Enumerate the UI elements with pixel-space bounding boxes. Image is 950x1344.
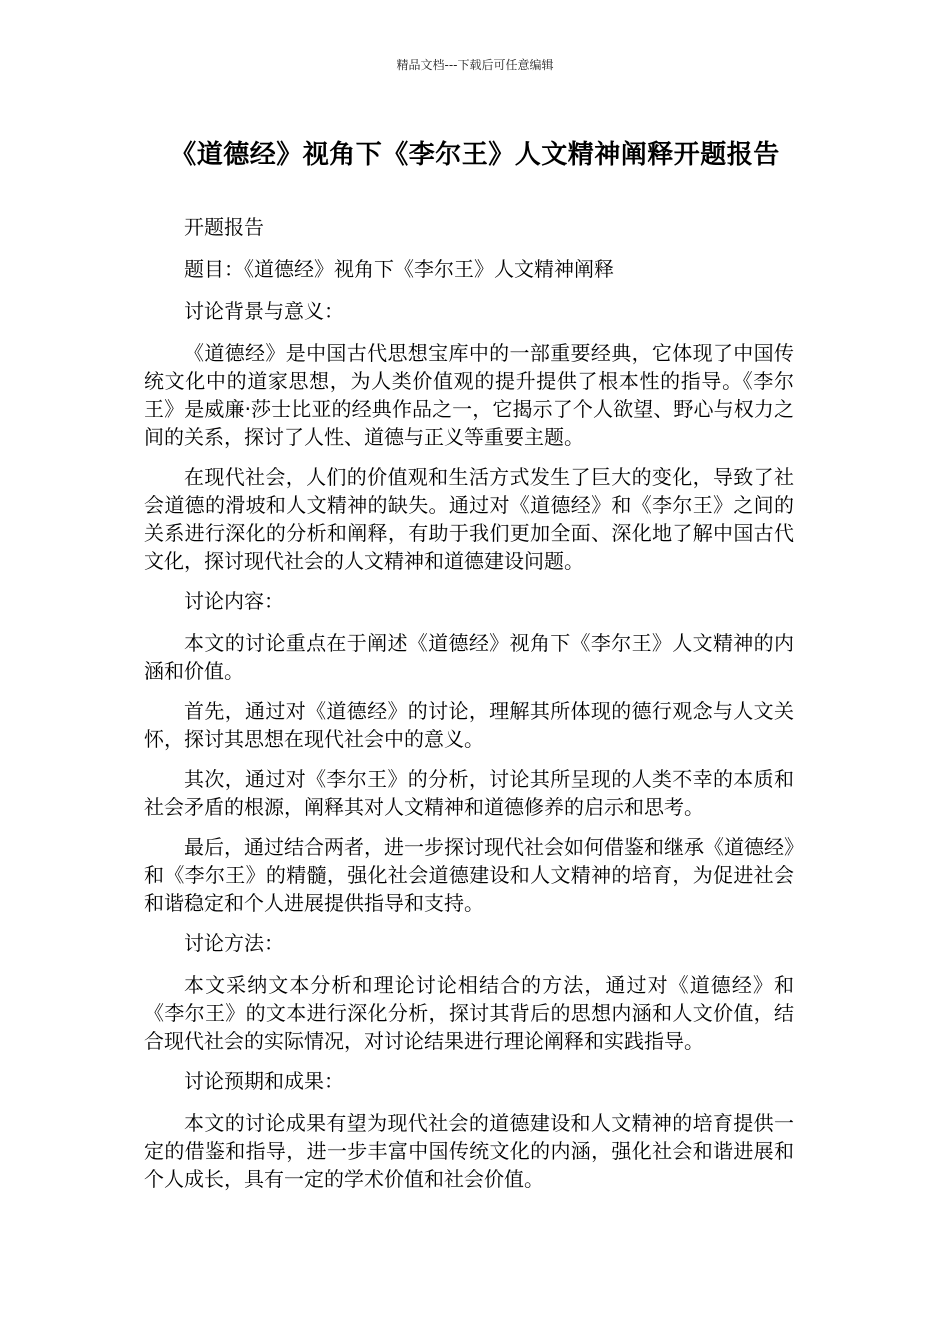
paragraph-background-2: 在现代社会，人们的价值观和生活方式发生了巨大的变化，导致了社会道德的滑坡和人文精神的缺失。通过对《道德经》和《李尔王》之间的关系进行深化的分析和阐释，有助于我们更加全面、深化地了解中国古代文化，探讨现代社会的人文精神和道德建设问题。 [144,465,794,573]
paragraph-content-3: 其次，通过对《李尔王》的分析，讨论其所呈现的人类不幸的本质和社会矛盾的根源，阐释其对人文精神和道德修养的启示和思考。 [144,767,794,819]
section-heading-expectation: 讨论预期和成果： [184,1069,344,1093]
section-heading-background: 讨论背景与意义： [184,299,344,323]
paragraph-content-1: 本文的讨论重点在于阐述《道德经》视角下《李尔王》人文精神的内涵和价值。 [144,631,794,683]
paragraph-report-label: 开题报告 [184,215,264,239]
paragraph-expectation: 本文的讨论成果有望为现代社会的道德建设和人文精神的培育提供一定的借鉴和指导，进一步丰富中国传统文化的内涵，强化社会和谐进展和个人成长，具有一定的学术价值和社会价值。 [144,1111,794,1191]
paragraph-topic: 题目：《道德经》视角下《李尔王》人文精神阐释 [184,257,614,281]
document-title: 《道德经》视角下《李尔王》人文精神阐释开题报告 [170,140,780,170]
header-note: 精品文档---下载后可任意编辑 [396,58,554,72]
section-heading-method: 讨论方法： [184,931,284,955]
document-body [144,213,794,1205]
paragraph-background-1: 《道德经》是中国古代思想宝库中的一部重要经典，它体现了中国传统文化中的道家思想，为人类价值观的提升提供了根本性的指导。《李尔王》是威廉·莎士比亚的经典作品之一，它揭示了个人欲望、野心与权力之间的关系，探讨了人性、道德与正义等重要主题。 [144,341,794,449]
paragraph-content-2: 首先，通过对《道德经》的讨论，理解其所体现的德行观念与人文关怀，探讨其思想在现代社会中的意义。 [144,699,794,751]
paragraph-content-4: 最后，通过结合两者，进一步探讨现代社会如何借鉴和继承《道德经》和《李尔王》的精髓，强化社会道德建设和人文精神的培育，为促进社会和谐稳定和个人进展提供指导和支持。 [144,835,794,915]
paragraph-method: 本文采纳文本分析和理论讨论相结合的方法，通过对《道德经》和《李尔王》的文本进行深化分析，探讨其背后的思想内涵和人文价值，结合现代社会的实际情况，对讨论结果进行理论阐释和实践指导。 [144,973,794,1053]
section-heading-content: 讨论内容： [184,589,284,613]
